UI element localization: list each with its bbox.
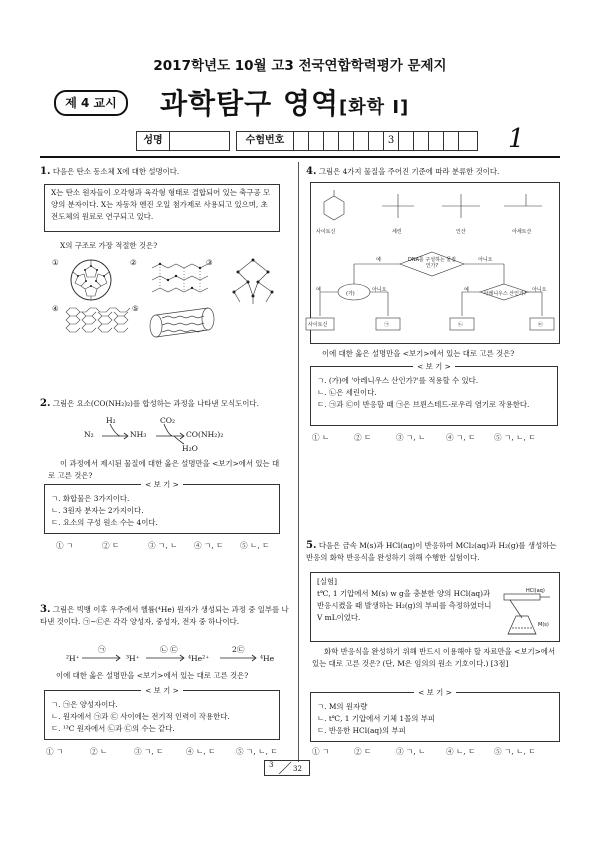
q5-option-3[interactable]: ③ ㄱ, ㄴ [396,747,426,756]
q4-bogi-3: ㄷ. ㉠과 ㉢이 반응할 때 ㉠은 브뢴스테드-로우리 염기로 작용한다. [317,400,530,409]
q2-option-2[interactable]: ② ㄷ [102,541,120,550]
q4-molecule-4: 아세트산 [512,229,532,235]
q4-bogi-2: ㄴ. ㉡은 세린이다. [317,388,377,397]
q5 [306,540,562,564]
q1-info-box [44,184,280,232]
subject-title [160,82,409,122]
q2-bogi-title [45,479,279,491]
q1-fullerene-image[interactable] [64,258,118,302]
q1-box-text: X는 탄소 원자들이 오각형과 육각형 형태로 결합되어 있는 축구공 모양의 분자이다. X는 자동차 엔진 오일 첨가제로 사용되고 있으며, 초전도체의 원료로 연구되고 있다. [51,188,271,221]
q3-option-3[interactable]: ③ ㄱ, ㄷ [134,747,164,756]
q5-option-5[interactable]: ⑤ ㄱ, ㄴ, ㄷ [494,747,536,756]
q4-molecule-1: 사이토신 [316,229,336,235]
q2-stem: 그림은 요소(CO(NH₂)₂)를 합성하는 과정을 나타낸 모식도이다. [52,399,259,408]
q3-option-4[interactable]: ④ ㄴ, ㄷ [186,747,216,756]
footer-total: 32 [293,765,302,773]
q2-co2: CO₂ [160,416,176,425]
q3-species-d: ⁴He [260,654,275,663]
column-divider [298,162,299,762]
q3-stem: 그림은 빅뱅 이후 우주에서 헬륨(⁴He) 원자가 생성되는 과정 중 일부를 나타낸 것이다. ㉠~㉢은 각각 양성자, 중성자, 전자 중 하나이다. [40,605,289,626]
subject-name: 과학탐구 영역 [160,87,340,120]
q4-flow-leaf-2: ㉠ [384,322,390,328]
q2-n2: N₂ [84,430,94,439]
q4-bogi-title [311,361,557,373]
q3-bogi-box [44,686,280,740]
bogi-title-text: < 보 기 > [413,362,455,371]
q5-exp-title: [실험] [317,577,338,586]
q4-option-4[interactable]: ④ ㄱ, ㄷ [446,433,476,442]
q4-molecule-3: 인산 [456,229,466,235]
q5-bogi-title [311,687,559,699]
q4-flow-ga: (가) [346,291,355,297]
q2-bogi-box [44,480,280,534]
q4-number: 4. [306,166,317,177]
exam-number-box [236,131,478,151]
q4-flow-yes-2: 예 [316,287,321,293]
name-box [136,131,230,151]
q5-fig-m: M(s) [538,622,549,628]
q3-bogi-2: ㄴ. 원자에서 ㉠과 ㉢ 사이에는 전기적 인력이 작용한다. [51,712,230,721]
q4-flow-leaf-3: ㉡ [458,322,464,328]
q3 [40,604,290,628]
q3-arrow-label-2: ㉡ ㉢ [160,645,178,654]
bogi-title-text: < 보 기 > [414,688,456,697]
q5-option-2[interactable]: ② ㄷ [354,747,372,756]
exam-number-label: 수험번호 [237,132,294,150]
name-field[interactable] [170,132,229,150]
q5-question: 화학 반응식을 완성하기 위해 반드시 이용해야 할 자료만을 <보기>에서 있는 대로 고른 것은? (단, M은 임의의 원소 기호이다.) [3점] [312,647,556,668]
q4-option-1[interactable]: ① ㄴ [312,433,330,442]
q1-option-5-label[interactable]: ⑤ [132,304,139,313]
q1-graphite-image[interactable] [150,260,210,300]
q2-option-4[interactable]: ④ ㄱ, ㄷ [194,541,224,550]
q3-option-5[interactable]: ⑤ ㄱ, ㄴ, ㄷ [236,747,278,756]
q4-flow-leaf-4: ㉢ [538,322,544,328]
q2-h2: H₂ [106,416,116,425]
q3-bogi-3: ㄷ. ¹³C 원자에서 ㉡과 ㉢의 수는 같다. [51,724,175,733]
q5-bogi-2: ㄴ. t℃, 1 기압에서 기체 1몰의 부피 [317,714,435,723]
q4-option-3[interactable]: ③ ㄱ, ㄴ [396,433,426,442]
q2-number: 2. [40,398,51,409]
q5-fig-hcl: HCl(aq) [526,588,545,594]
q4-flow-question-2: 아레니우스 산인가? [483,291,527,297]
q1-number: 1. [40,166,51,177]
header-rule [40,156,560,158]
q5-option-4[interactable]: ④ ㄴ, ㄷ [446,747,476,756]
q4-option-5[interactable]: ⑤ ㄱ, ㄴ, ㄷ [494,433,536,442]
q5-exp-text: t℃, 1 기압에서 M(s) w g을 충분한 양의 HCl(aq)과 반응시켰을 때 발생하는 H₂(g)의 부피를 측정하였더니 V mL이었다. [317,589,492,622]
subject-sub: [화학 Ⅰ] [339,97,410,118]
q5-option-1[interactable]: ① ㄱ [312,747,330,756]
bogi-title-text: < 보 기 > [141,480,183,489]
q1-stem: 다음은 탄소 동소체 X에 대한 설명이다. [52,167,180,176]
q3-arrow-label-1: ㉠ [98,645,106,654]
q3-number: 3. [40,604,51,615]
q2-urea: CO(NH₂)₂ [186,430,224,439]
q3-question: 이에 대한 옳은 설명만을 <보기>에서 있는 대로 고른 것은? [56,671,249,680]
q4-option-2[interactable]: ② ㄷ [354,433,372,442]
q5-stem: 다음은 금속 M(s)과 HCl(aq)이 반응하여 MCl₂(aq)과 H₂(g)를 생성하는 반응의 화학 반응식을 완성하기 위해 수행한 실험이다. [306,541,557,562]
q4-flow-no-3: 아니오 [532,287,547,293]
period-badge [54,90,128,116]
q3-option-2[interactable]: ② ㄴ [90,747,108,756]
q4-flow-no-1: 아니오 [478,257,493,263]
q2-option-5[interactable]: ⑤ ㄴ, ㄷ [240,541,270,550]
q2-bogi-1: ㄱ. 화합물은 3가지이다. [51,494,130,503]
q4-bogi-box [310,362,558,426]
q4-molecule-2: 세린 [392,229,402,235]
q1-option-2-label[interactable]: ② [130,258,137,267]
q2-bogi-2: ㄴ. 3원자 분자는 2가지이다. [51,506,144,515]
page-number-large: 1 [508,124,525,154]
page-footer-box [264,760,310,776]
q4-flow-yes-3: 예 [464,287,469,293]
q2 [40,398,290,410]
q1 [40,166,290,178]
q1-option-4-label[interactable]: ④ [52,304,59,313]
q4-flow-leaf-1: 사이토신 [308,322,328,328]
q2-nh3: NH₃ [130,430,147,439]
q4-bogi-1: ㄱ. (가)에 '아레니우스 산인가?'를 적용할 수 있다. [317,376,479,385]
q4-question: 이에 대한 옳은 설명만을 <보기>에서 있는 대로 고른 것은? [322,349,515,358]
q2-bogi-3: ㄷ. 요소의 구성 원소 수는 4이다. [51,518,158,527]
q1-option-1-label[interactable]: ① [52,258,59,267]
q1-question: X의 구조로 가장 적절한 것은? [60,241,158,250]
name-label: 성명 [137,132,170,150]
q4-stem: 그림은 4가지 물질을 주어진 기준에 따라 분류한 것이다. [318,167,500,176]
q4-flow-no-2: 아니오 [372,287,387,293]
q2-question: 이 과정에서 제시된 물질에 대한 옳은 설명만을 <보기>에서 있는 대로 고른 것은? [48,459,280,480]
exam-title: 2017학년도 10월 고3 전국연합학력평가 문제지 [153,58,447,74]
q1-diamond-image[interactable] [226,258,280,304]
q3-species-b: ³H⁺ [126,654,140,663]
q1-graphene-image[interactable] [64,304,136,338]
q2-option-3[interactable]: ③ ㄱ, ㄴ [148,541,178,550]
q4 [306,166,566,178]
q1-nanotube-image[interactable] [148,306,216,338]
q3-option-1[interactable]: ① ㄱ [46,747,64,756]
exam-number-digit: 3 [384,132,399,150]
q5-bogi-3: ㄷ. 반응한 HCl(aq)의 부피 [317,726,406,735]
q5-number: 5. [306,540,317,551]
q4-flow-yes-1: 예 [376,257,381,263]
q5-bogi-box [310,688,560,742]
q5-bogi-1: ㄱ. M의 원자량 [317,702,368,711]
bogi-title-text: < 보 기 > [141,686,183,695]
exam-number-cells[interactable] [294,132,477,150]
q3-bogi-title [45,685,279,697]
footer-page: 3 [269,761,274,769]
q3-arrow-label-3: 2㉢ [232,645,245,654]
q2-h2o: H₂O [182,444,198,453]
period-label: 제 4 교시 [65,96,117,110]
q3-bogi-1: ㄱ. ㉠은 양성자이다. [51,700,118,709]
q3-species-c: ⁴He²⁺ [188,654,210,663]
q4-flow-question-1: DNA를 구성하는 물질인가? [408,257,457,269]
q2-option-1[interactable]: ① ㄱ [56,541,74,550]
q1-option-3-label[interactable]: ③ [206,258,213,267]
q3-species-a: ²H⁺ [66,654,80,663]
